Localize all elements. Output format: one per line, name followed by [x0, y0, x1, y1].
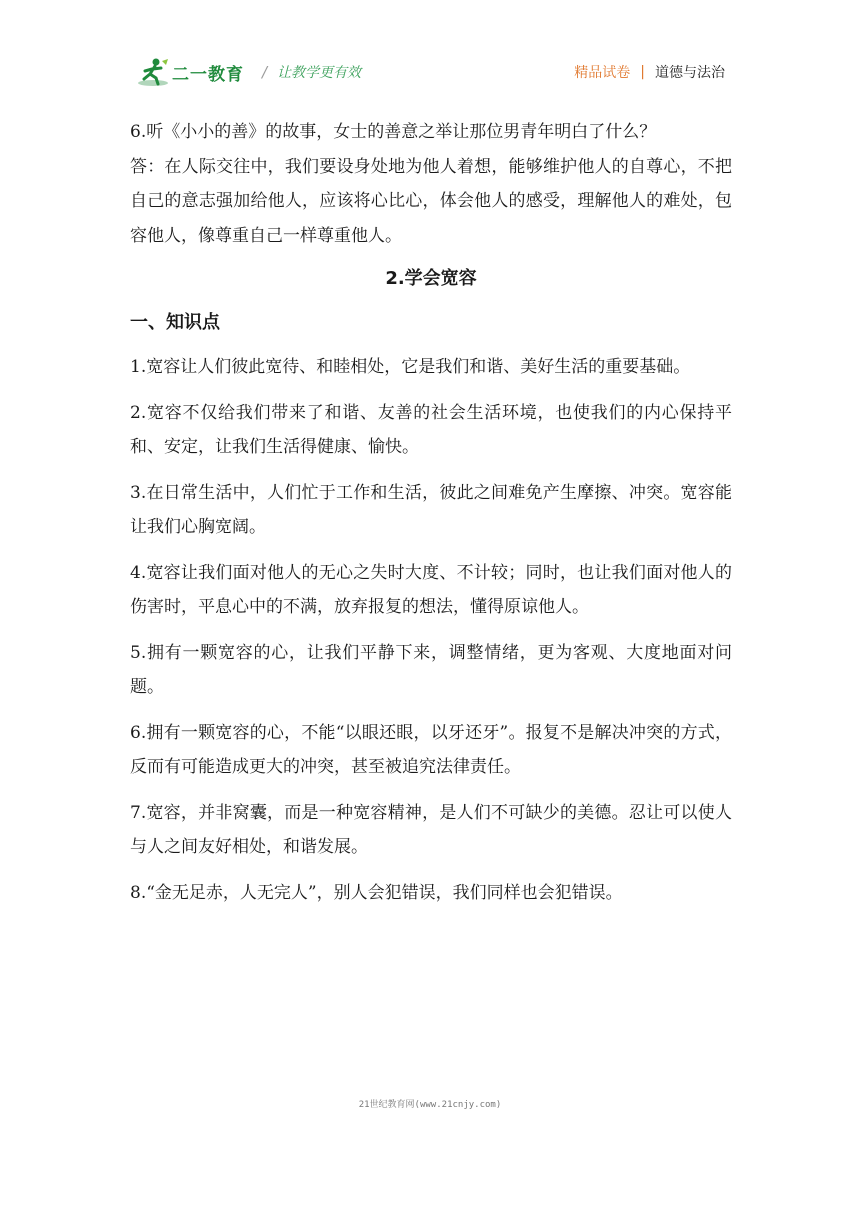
document-body [130, 115, 732, 921]
page-header [0, 0, 860, 100]
runner-logo-icon [136, 57, 170, 87]
point-3: 3.在日常生活中，人们忙于工作和生活，彼此之间难免产生摩擦、冲突。宽容能让我们心胸宽阔。 [130, 482, 732, 537]
point-2: 2.宽容不仅给我们带来了和谐、友善的社会生活环境，也使我们的内心保持平和、安定，让我们生活得健康、愉快。 [130, 402, 732, 457]
slogan-separator: / [262, 63, 268, 81]
header-tags [574, 62, 725, 82]
section-title: 2.学会宽容 [385, 268, 477, 289]
answer-6: 答：在人际交往中，我们要设身处地为他人着想，能够维护他人的自尊心，不把自己的意志强加给他人，应该将心比心，体会他人的感受，理解他人的难处，包容他人，像尊重自己一样尊重他人。 [130, 156, 732, 246]
point-1: 1.宽容让人们彼此宽待、和睦相处，它是我们和谐、美好生活的重要基础。 [130, 357, 691, 377]
tag-separator: | [640, 64, 645, 80]
point-6: 6.拥有一颗宽容的心，不能“以眼还眼，以牙还牙”。报复不是解决冲突的方式，反而有可能造成更大的冲突，甚至被追究法律责任。 [130, 722, 732, 777]
tag-subject: 道德与法治 [655, 65, 725, 81]
question-6: 6.听《小小的善》的故事，女士的善意之举让那位男青年明白了什么？ [130, 122, 657, 142]
slogan: 让教学更有效 [277, 65, 362, 81]
knowledge-heading: 一、知识点 [130, 312, 220, 333]
tag-premium: 精品试卷 [574, 65, 631, 81]
point-5: 5.拥有一颗宽容的心，让我们平静下来，调整情绪，更为客观、大度地面对问题。 [130, 642, 732, 697]
point-7: 7.宽容，并非窝囊，而是一种宽容精神，是人们不可缺少的美德。忍让可以使人与人之间友好相处，和谐发展。 [130, 802, 732, 857]
logo-text: 二一教育 [172, 64, 244, 85]
point-8: 8.“金无足赤，人无完人”，别人会犯错误，我们同样也会犯错误。 [130, 882, 623, 903]
point-4: 4.宽容让我们面对他人的无心之失时大度、不计较；同时，也让我们面对他人的伤害时，平息心中的不满，放弃报复的想法，懂得原谅他人。 [130, 562, 732, 617]
page-footer: 21世纪教育网(www.21cnjy.com) [358, 1100, 502, 1110]
logo [136, 56, 361, 88]
